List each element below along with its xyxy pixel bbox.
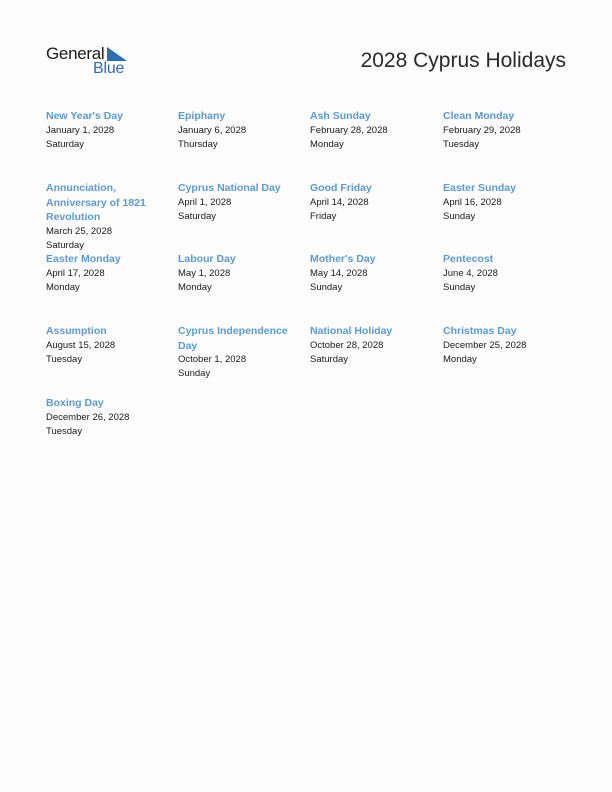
holiday-weekday: Saturday <box>46 138 85 150</box>
holiday-item <box>178 324 296 381</box>
holiday-item <box>443 324 568 367</box>
holiday-item <box>310 181 435 224</box>
brand-logo <box>46 44 136 80</box>
holiday-weekday: Sunday <box>178 368 211 379</box>
holiday-item <box>310 109 435 152</box>
holiday-name: Cyprus National Day <box>178 182 281 194</box>
holiday-item <box>443 181 568 224</box>
holiday-date: March 25, 2028 <box>46 225 113 237</box>
holiday-item <box>46 181 156 253</box>
holiday-weekday: Friday <box>310 210 337 222</box>
holiday-weekday: Sunday <box>443 210 476 222</box>
holiday-date: December 25, 2028 <box>443 339 527 351</box>
holiday-date: October 28, 2028 <box>310 339 384 351</box>
holiday-name: Labour Day <box>178 253 236 265</box>
holiday-name: Clean Monday <box>443 110 515 122</box>
holiday-weekday: Sunday <box>443 281 476 293</box>
holiday-item <box>443 252 568 295</box>
holiday-date: June 4, 2028 <box>443 267 498 279</box>
holiday-name: National Holiday <box>310 325 393 337</box>
holiday-item <box>178 181 303 224</box>
holiday-name: Easter Monday <box>46 253 121 265</box>
holiday-weekday: Monday <box>178 281 212 293</box>
holiday-weekday: Tuesday <box>46 353 83 365</box>
holiday-date: February 28, 2028 <box>310 124 388 136</box>
holiday-item <box>46 109 171 152</box>
holiday-date: April 17, 2028 <box>46 267 105 279</box>
holiday-name: Annunciation, Anniversary of 1821 Revolution <box>46 182 146 223</box>
holiday-weekday: Thursday <box>178 138 218 150</box>
logo-word-general: General <box>46 44 105 63</box>
holiday-name: Easter Sunday <box>443 182 516 194</box>
holiday-weekday: Monday <box>46 281 80 293</box>
page-title: 2028 Cyprus Holidays <box>360 49 566 72</box>
holiday-name: Pentecost <box>443 253 494 265</box>
holiday-weekday: Saturday <box>310 353 349 365</box>
holiday-name: Ash Sunday <box>310 110 371 122</box>
holiday-name: New Year's Day <box>46 110 124 122</box>
holiday-item <box>178 109 303 152</box>
holiday-item <box>46 252 171 295</box>
holiday-item <box>443 109 568 152</box>
holiday-name: Good Friday <box>310 182 372 194</box>
holiday-name: Epiphany <box>178 110 226 122</box>
holiday-date: April 1, 2028 <box>178 196 232 208</box>
holiday-weekday: Sunday <box>310 281 343 293</box>
logo-triangle-icon <box>107 47 127 61</box>
holiday-item <box>310 324 435 367</box>
holiday-name: Christmas Day <box>443 325 517 337</box>
holiday-date: January 1, 2028 <box>46 124 115 136</box>
holiday-weekday: Saturday <box>46 239 85 251</box>
holiday-weekday: Monday <box>310 138 344 150</box>
holiday-date: February 29, 2028 <box>443 124 521 136</box>
holiday-item <box>46 324 171 367</box>
holiday-date: April 16, 2028 <box>443 196 502 208</box>
holiday-date: December 26, 2028 <box>46 411 130 423</box>
holiday-date: May 14, 2028 <box>310 267 368 279</box>
holiday-weekday: Tuesday <box>443 138 480 150</box>
holiday-weekday: Saturday <box>178 210 217 222</box>
holiday-date: May 1, 2028 <box>178 267 231 279</box>
holiday-item <box>310 252 435 295</box>
logo-word-blue: Blue <box>93 60 125 77</box>
holiday-name: Cyprus Independence Day <box>178 325 288 352</box>
holiday-weekday: Tuesday <box>46 425 83 437</box>
holiday-date: August 15, 2028 <box>46 339 116 351</box>
holiday-item <box>178 252 303 295</box>
holiday-date: October 1, 2028 <box>178 354 247 365</box>
holiday-weekday: Monday <box>443 353 477 365</box>
holiday-item <box>46 396 171 439</box>
holiday-date: April 14, 2028 <box>310 196 369 208</box>
holiday-name: Mother's Day <box>310 253 376 265</box>
holiday-date: January 6, 2028 <box>178 124 247 136</box>
holiday-name: Boxing Day <box>46 397 104 409</box>
holiday-name: Assumption <box>46 325 107 337</box>
